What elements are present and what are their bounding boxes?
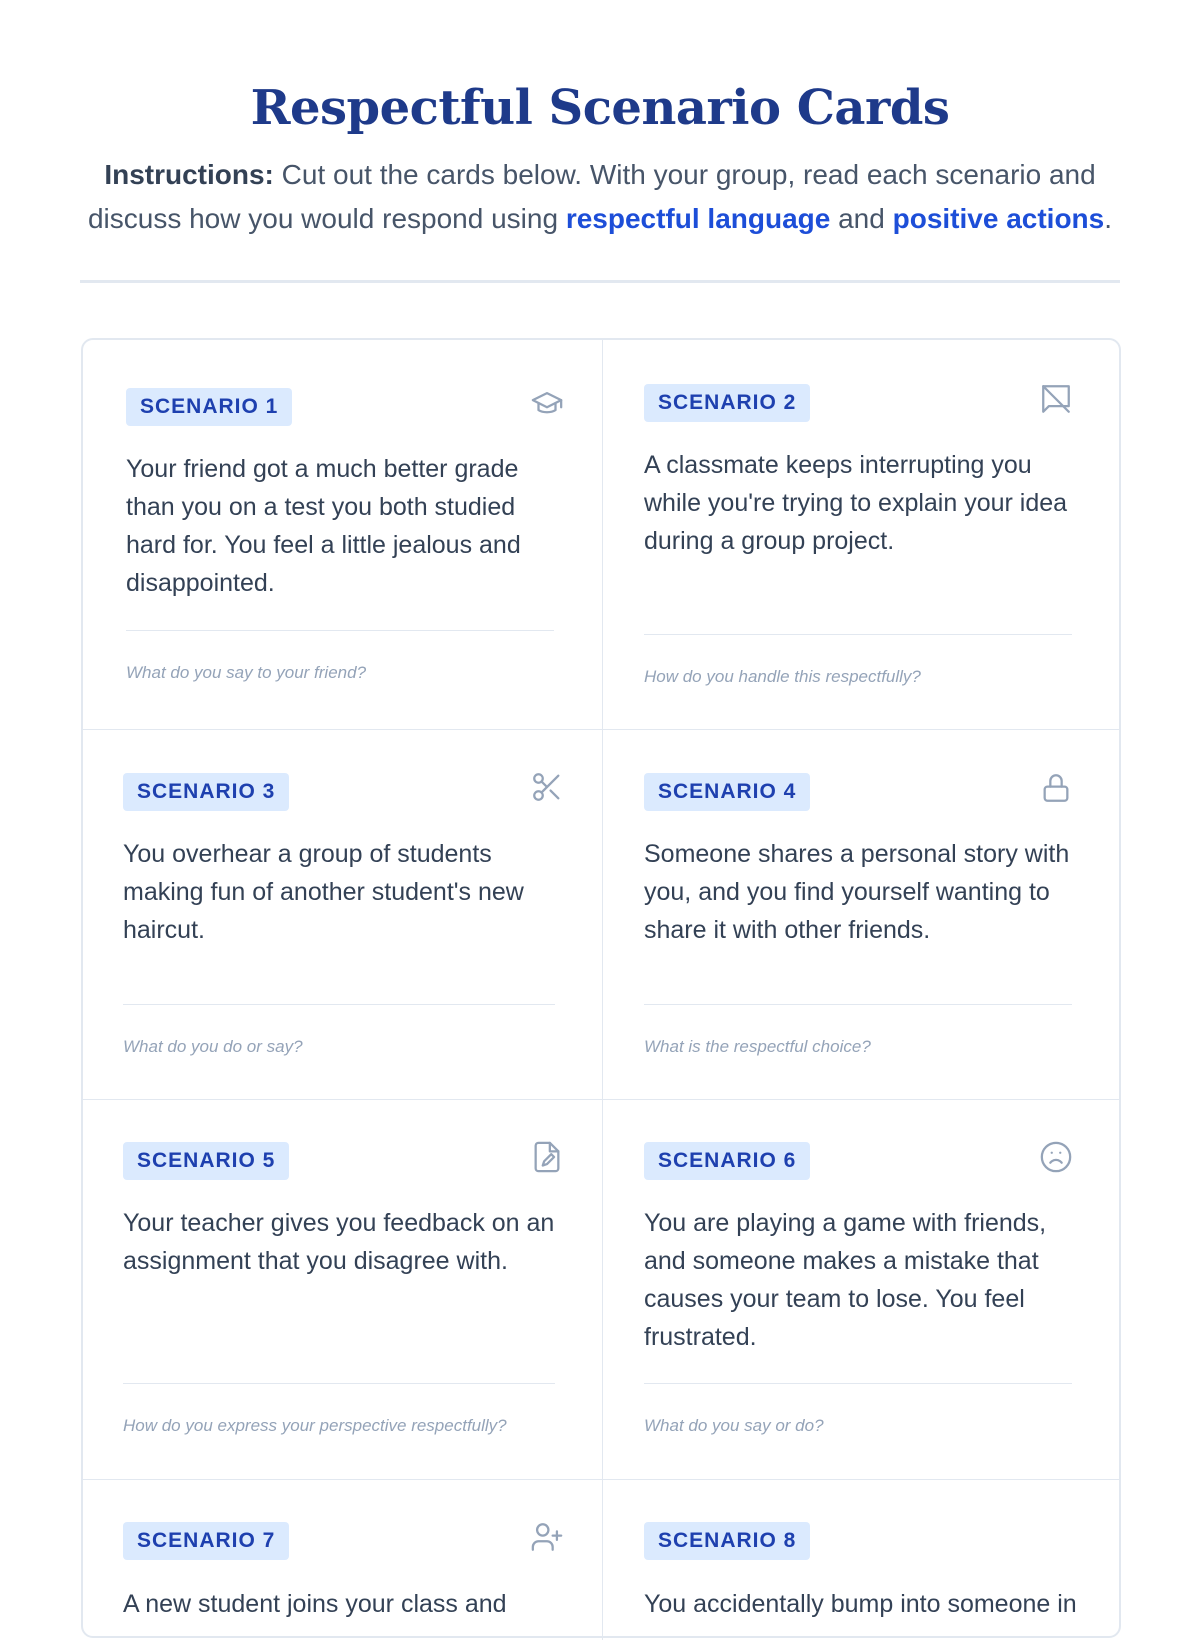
card-divider [644,634,1072,635]
scenario-text: Your friend got a much better grade than you on a test you both studied hard for. You feel a little jealous and disappointed. [126,455,521,597]
scenario-card-4 [603,730,1121,1100]
header-divider [80,280,1120,283]
lock-icon [1039,771,1073,805]
scenario-prompt: What do you say to your friend? [126,663,367,682]
scenario-badge: SCENARIO 5 [123,1142,289,1180]
scenario-prompt: What do you say or do? [644,1416,824,1435]
scenario-badge: SCENARIO 3 [123,773,289,811]
scenario-text: Someone shares a personal story with you, and you find yourself wanting to share it with other friends. [644,840,1070,944]
card-divider [123,1383,555,1384]
scenario-card-5 [83,1100,603,1480]
scenario-badge: SCENARIO 4 [644,773,810,811]
instructions-text: . [1104,203,1113,234]
scenario-text: A classmate keeps interrupting you while you're trying to explain your idea during a group project. [644,451,1068,555]
scenario-badge: SCENARIO 1 [126,388,292,426]
scenario-prompt: How do you express your perspective respectfully? [123,1416,507,1435]
scenario-text: You overhear a group of students making fun of another student's new haircut. [123,840,524,944]
instructions [80,153,1120,241]
scenario-card-8 [603,1480,1121,1640]
scenario-badge: SCENARIO 8 [644,1522,810,1560]
scenario-card-6 [603,1100,1121,1480]
scenario-card-7 [83,1480,603,1640]
scissors-icon [530,770,564,804]
card-divider [123,1004,555,1005]
scenario-card-3 [83,730,603,1100]
highlight-positive-actions: positive actions [892,203,1105,234]
scenario-badge: SCENARIO 6 [644,1142,810,1180]
scenario-prompt: What is the respectful choice? [644,1037,871,1056]
scenario-text: A new student joins your class and [123,1590,507,1618]
frown-icon [1039,1140,1073,1174]
scenario-text: You are playing a game with friends, and someone makes a mistake that causes your team to lose. You feel frustrated. [644,1209,1047,1351]
instructions-label: Instructions: [104,159,274,190]
card-divider [644,1004,1072,1005]
user-plus-icon [530,1520,564,1554]
message-off-icon [1039,382,1073,416]
scenario-card-1 [83,340,603,730]
scenario-badge: SCENARIO 2 [644,384,810,422]
card-divider [644,1383,1072,1384]
highlight-respectful-language: respectful language [565,203,831,234]
scenario-card-grid [81,338,1121,1638]
card-divider [126,630,554,631]
scenario-badge: SCENARIO 7 [123,1522,289,1560]
instructions-text: and [830,203,893,234]
file-edit-icon [530,1140,564,1174]
instructions-text: Cut out the cards below. With your group, read each scenario and discuss how you would respond using [87,159,1096,234]
scenario-text: You accidentally bump into someone in [644,1590,1077,1618]
scenario-card-2 [603,340,1121,730]
graduation-cap-icon [530,386,564,420]
scenario-prompt: What do you do or say? [123,1037,303,1056]
page-title: Respectful Scenario Cards [250,80,950,136]
scenario-prompt: How do you handle this respectfully? [644,667,921,686]
scenario-text: Your teacher gives you feedback on an assignment that you disagree with. [123,1209,555,1275]
